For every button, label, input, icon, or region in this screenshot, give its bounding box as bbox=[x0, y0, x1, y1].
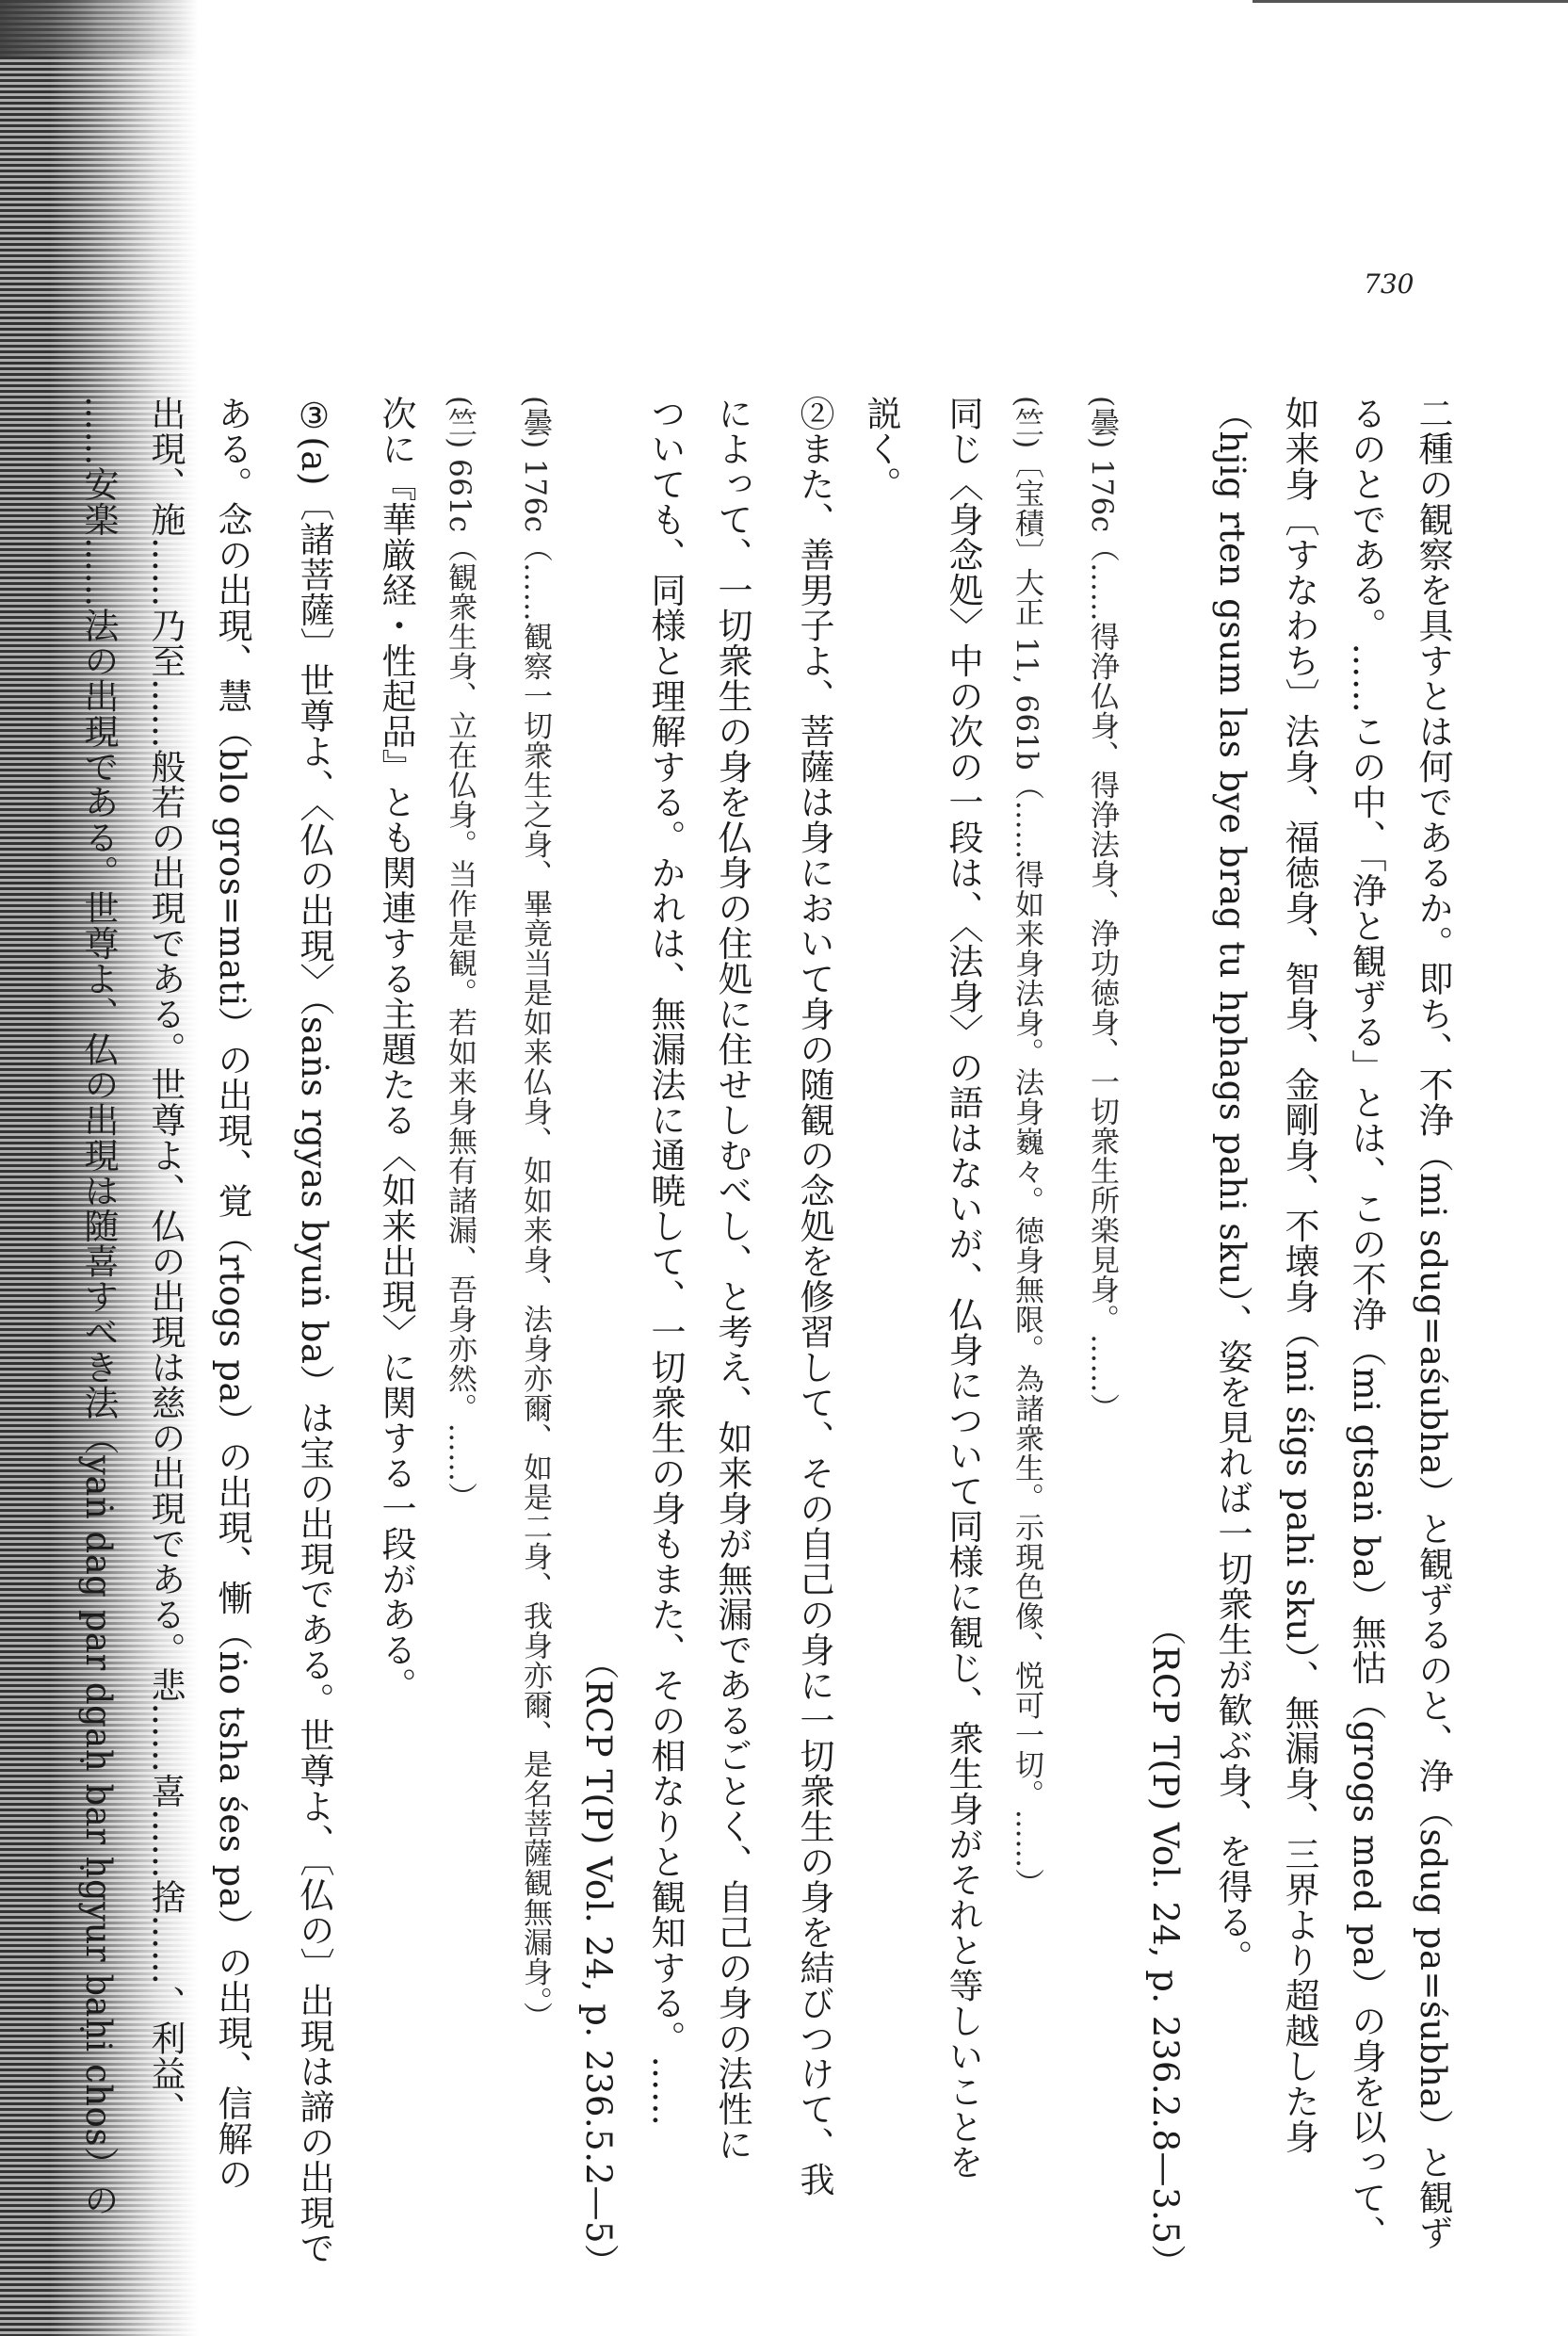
text-column: るのとである。……この中、「浄と観ずる」とは、この不浄（mi gtsaṅ ba）無怙（grogs med pa）の身を以って、 bbox=[1346, 396, 1386, 2250]
text-column: によって、一切衆生の身を仏身の住処に住せしむべし、と考え、如来身が無漏であるごとく、自己の身の法性に bbox=[712, 396, 752, 2162]
text-column: 同じ〈身念処〉中の次の一段は、〈法身〉の語はないが、仏身について同様に観じ、衆生身がそれと等しいことを bbox=[943, 396, 983, 2180]
page-number: 730 bbox=[1364, 268, 1414, 300]
parallel-note: (竺)〔宝積〕大正 11, 661b（……得如来身法身。法身巍々。徳身無限。為諸衆生。示現色像、悦可一切。……） bbox=[1010, 396, 1043, 1899]
text-column: 如来身〔すなわち〕法身、福徳身、智身、金剛身、不壊身（mi śigs pahi sku）、無漏身、三界より超越した身 bbox=[1279, 396, 1319, 2154]
scan-corner-shadow bbox=[0, 0, 198, 57]
vertical-text-body bbox=[78, 396, 1464, 2279]
text-column: ある。念の出現、慧（blo gros=mati）の出現、覚（rtogs pa）の出現、慚（ṅo tsha śes pa）の出現、信解の bbox=[212, 396, 252, 2192]
citation-reference: （RCP T(P) Vol. 24, p. 236.2.8—3.5） bbox=[1145, 1611, 1186, 2279]
text-column: 出現、施……乃至……般若の出現である。世尊よ、仏の出現は慈の出現である。悲……喜……捨……、利益、 bbox=[145, 396, 186, 2127]
text-column: ②また、善男子よ、菩薩は身において身の随観の念処を修習して、その自己の身に一切衆生の身を結びつけて、我 bbox=[794, 396, 834, 2198]
parallel-note: (竺) 661c（観衆生身、立在仏身。当作是観。若如来身無有諸漏、吾身亦然。……） bbox=[443, 396, 477, 1513]
text-column: ついても、同様と理解する。かれは、無漏法に通暁して、一切衆生の身もまた、その相なりと観知する。…… bbox=[645, 396, 686, 2127]
text-column: （hjig rten gsum las bye brag tu hphags pahi sku）、姿を見れば一切衆生が歓ぶ身、を得る。 bbox=[1212, 396, 1253, 1975]
top-edge-rule bbox=[1253, 0, 1568, 3]
text-column: ③(a)〔諸菩薩〕世尊よ、〈仏の出現〉（saṅs rgyas byuṅ ba）は宝の出現である。世尊よ、〔仏の〕出現は諦の出現で bbox=[294, 396, 334, 2265]
text-column: 説く。 bbox=[861, 396, 901, 502]
text-column: 次に『華厳経・性起品』とも関連する主題たる〈如来出現〉に関する一段がある。 bbox=[376, 396, 416, 1703]
citation-reference: （RCP T(P) Vol. 24, p. 236.5.2—5） bbox=[578, 1645, 619, 2279]
text-column: ……安楽……法の出現である。世尊よ、仏の出現は随喜すべき法（yaṅ dag par dgaḥ bar ḥgyur baḥi chos）の bbox=[78, 396, 119, 2217]
parallel-note: (曇) 176c（……得浄仏身、得浄法身、浄功徳身、一切衆生所楽見身。……） bbox=[1085, 396, 1119, 1423]
text-column: 二種の観察を具すとは何であるか。即ち、不浄（mi sdug=aśubha）と観ずるのと、浄（sdug pa=śubha）と観ず bbox=[1413, 396, 1453, 2250]
parallel-note: (曇) 176c（……観察一切衆生之身、畢竟当是如来仏身、如如来身、法身亦爾、如是二身、我身亦爾、是名菩薩観無漏身。） bbox=[518, 396, 552, 2032]
